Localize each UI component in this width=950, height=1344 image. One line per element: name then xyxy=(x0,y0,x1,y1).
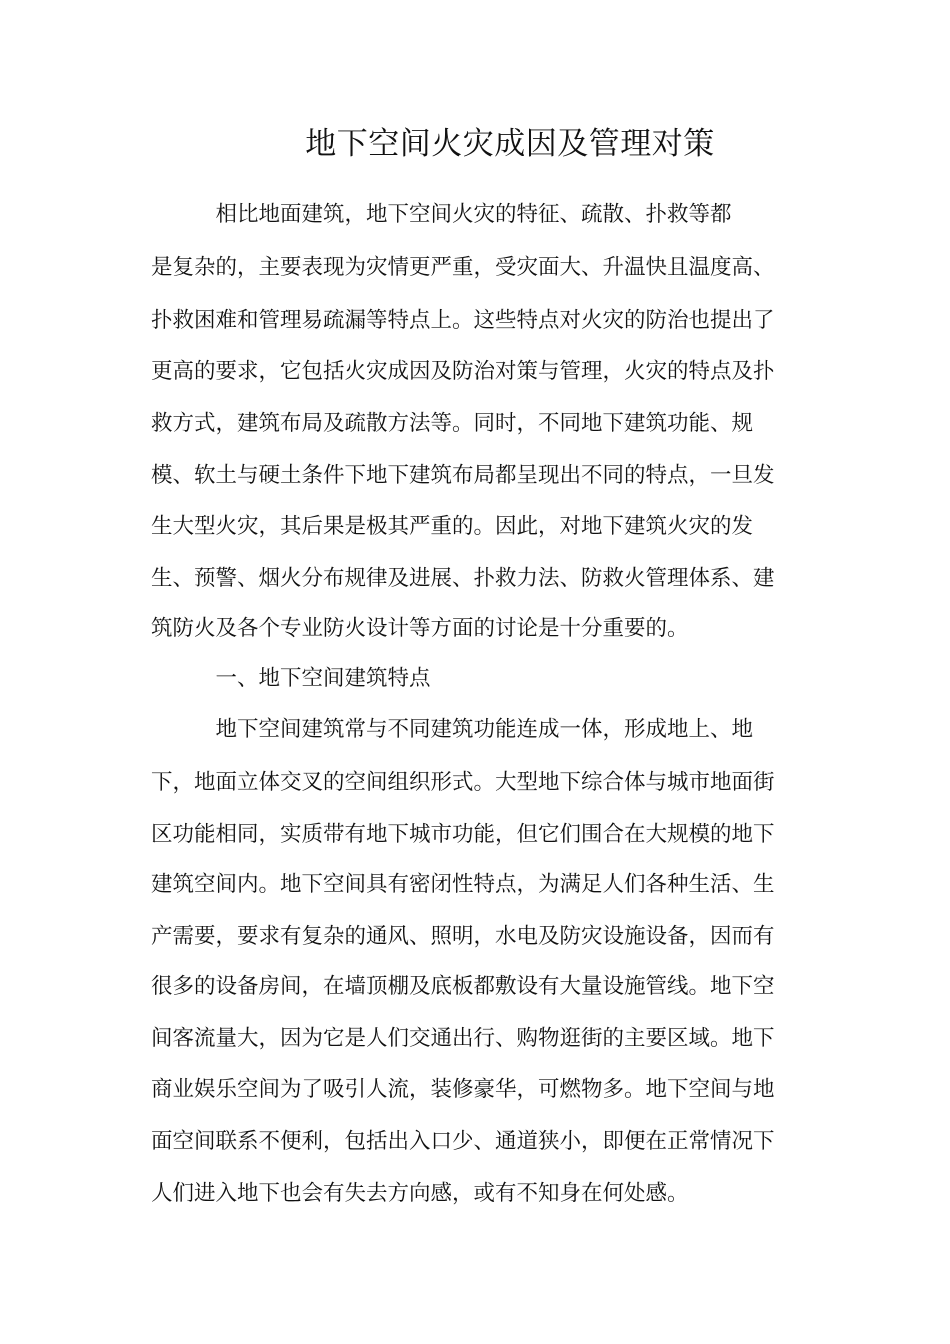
paragraph-line: 扑救困难和管理易疏漏等特点上。这些特点对火灾的防治也提出了 xyxy=(151,308,775,333)
paragraph-line: 生大型火灾，其后果是极其严重的。因此，对地下建筑火灾的发 xyxy=(151,514,754,539)
paragraph-line: 更高的要求，它包括火灾成因及防治对策与管理，火灾的特点及扑 xyxy=(151,359,775,384)
paragraph-line: 地下空间建筑常与不同建筑功能连成一体，形成地上、地 xyxy=(151,717,754,742)
paragraph-line: 很多的设备房间，在墙顶棚及底板都敷设有大量设施管线。地下空 xyxy=(151,974,775,999)
paragraph-line: 生、预警、烟火分布规律及进展、扑救力法、防救火管理体系、建 xyxy=(151,566,775,591)
paragraph-line: 面空间联系不便利，包括出入口少、通道狭小，即便在正常情况下 xyxy=(151,1129,775,1154)
paragraph-line: 是复杂的，主要表现为灾情更严重，受灾面大、升温快且温度高、 xyxy=(151,255,775,280)
paragraph-line: 间客流量大，因为它是人们交通出行、购物逛街的主要区域。地下 xyxy=(151,1026,775,1051)
paragraph-line: 相比地面建筑，地下空间火灾的特征、疏散、扑救等都 xyxy=(151,202,732,227)
paragraph-line: 模、软土与硬土条件下地下建筑布局都呈现出不同的特点，一旦发 xyxy=(151,463,775,488)
paragraph-line: 产需要，要求有复杂的通风、照明，水电及防灾设施设备，因而有 xyxy=(151,924,775,949)
paragraph-line: 救方式，建筑布局及疏散方法等。同时，不同地下建筑功能、规 xyxy=(151,411,754,436)
paragraph-line: 人们进入地下也会有失去方向感，或有不知身在何处感。 xyxy=(151,1181,689,1206)
paragraph-line: 下，地面立体交叉的空间组织形式。大型地下综合体与城市地面街 xyxy=(151,770,775,795)
paragraph-line: 筑防火及各个专业防火设计等方面的讨论是十分重要的。 xyxy=(151,616,689,641)
paragraph-line: 商业娱乐空间为了吸引人流，装修豪华，可燃物多。地下空间与地 xyxy=(151,1077,775,1102)
document-title: 地下空间火灾成因及管理对策 xyxy=(305,126,715,162)
paragraph-line: 建筑空间内。地下空间具有密闭性特点，为满足人们各种生活、生 xyxy=(151,872,775,897)
paragraph-line: 区功能相同，实质带有地下城市功能，但它们围合在大规模的地下 xyxy=(151,822,775,847)
section-heading: 一、地下空间建筑特点 xyxy=(151,666,431,691)
